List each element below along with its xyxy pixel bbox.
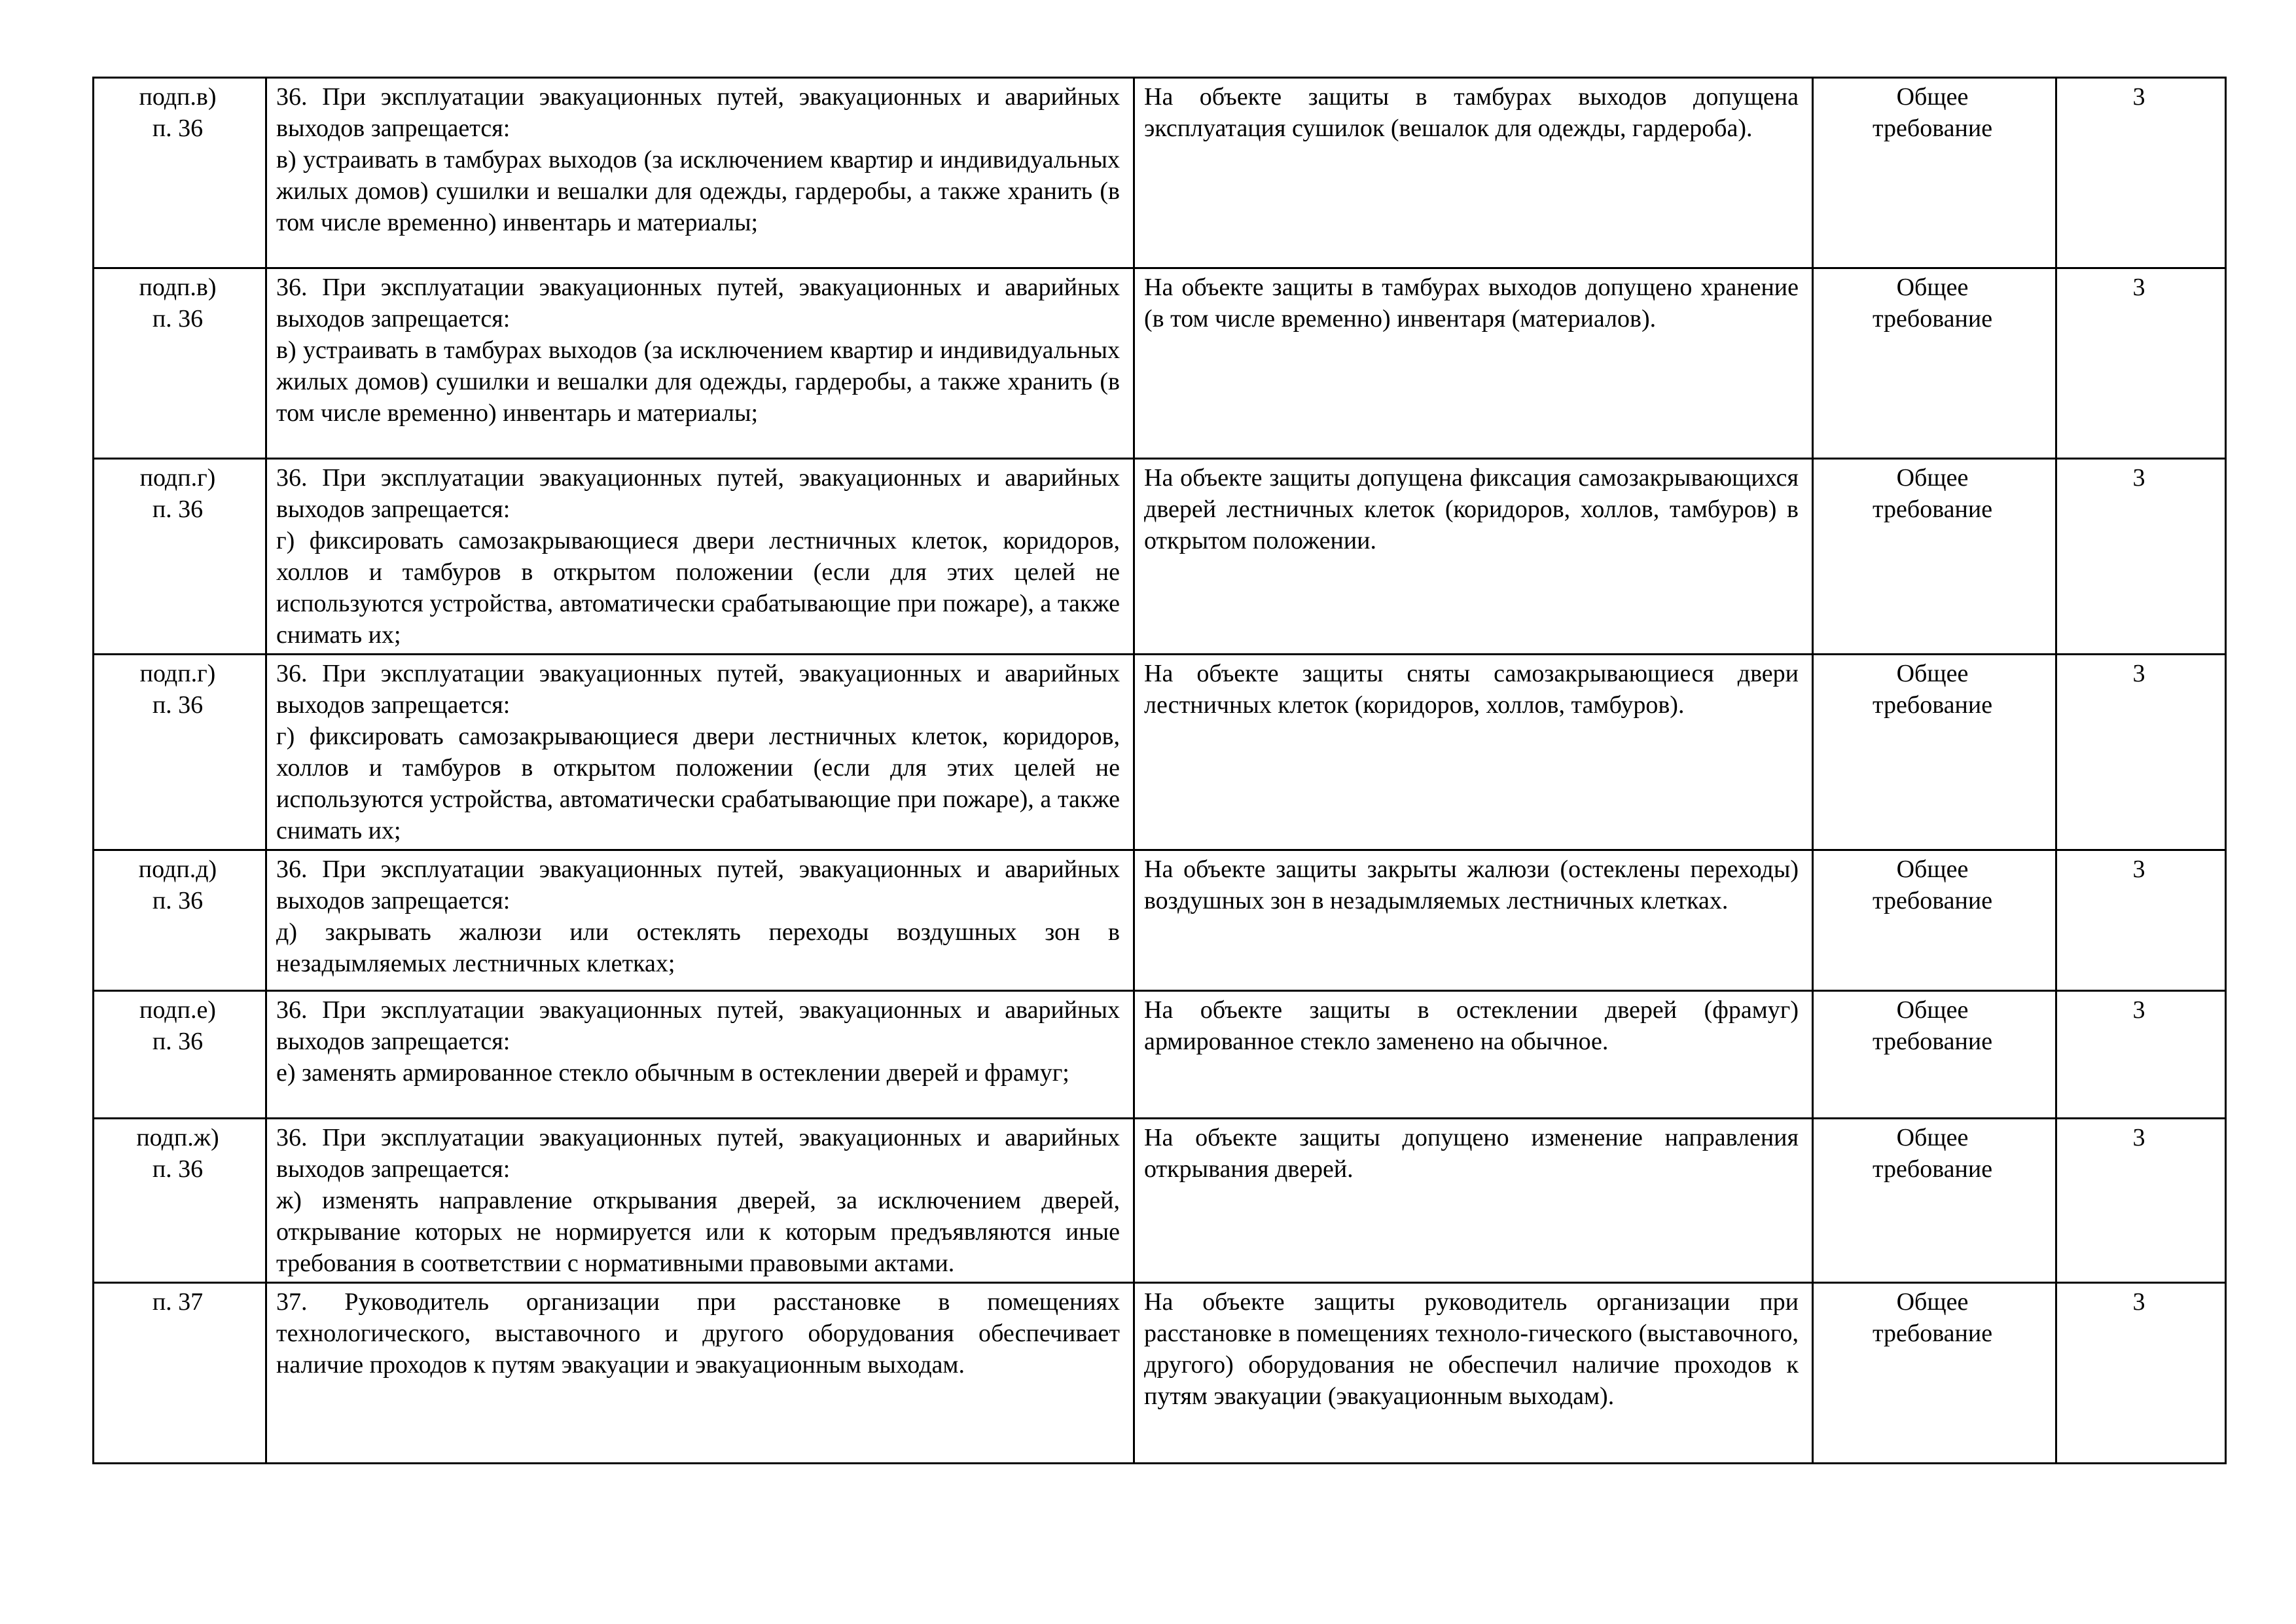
requirement-type: Общее требование [1813,268,2056,459]
requirement-text: 36. При эксплуатации эвакуационных путей, эвакуационных и аварийных выходов запрещается: г) фиксировать самозакрывающиеся двери лестничных клеток, коридоров, холлов и тамбуров в открытом положении (если для этих целей не используются устройства, автоматически срабатывающие при пожаре), а также снимать их; [266,655,1134,850]
requirement-text: 36. При эксплуатации эвакуационных путей, эвакуационных и аварийных выходов запрещается: в) устраивать в тамбурах выходов (за исключением квартир и индивидуальных жилых домов) сушилки и вешалки для одежды, гардеробы, а также хранить (в том числе временно) инвентарь и материалы; [266,78,1134,268]
regulation-reference: подп.в) п. 36 [94,78,266,268]
violation-text: На объекте защиты допущено изменение направления открывания дверей. [1134,1119,1813,1283]
score-value: 3 [2056,268,2226,459]
requirement-text: 36. При эксплуатации эвакуационных путей, эвакуационных и аварийных выходов запрещается: е) заменять армированное стекло обычным в остеклении дверей и фрамуг; [266,991,1134,1119]
requirement-type: Общее требование [1813,1119,2056,1283]
violation-text: На объекте защиты в тамбурах выходов допущена эксплуатация сушилок (вешалок для одежды, гардероба). [1134,78,1813,268]
requirement-type: Общее требование [1813,1283,2056,1464]
table-row [94,268,2226,459]
regulation-reference: подп.г) п. 36 [94,655,266,850]
violation-text: На объекте защиты сняты самозакрывающиеся двери лестничных клеток (коридоров, холлов, тамбуров). [1134,655,1813,850]
requirements-table [92,77,2227,1464]
requirement-type: Общее требование [1813,78,2056,268]
requirement-text: 37. Руководитель организации при расстановке в помещениях технологического, выставочного и другого оборудования обеспечивает наличие проходов к путям эвакуации и эвакуационным выходам. [266,1283,1134,1464]
violation-text: На объекте защиты закрыты жалюзи (остеклены переходы) воздушных зон в незадымляемых лестничных клетках. [1134,850,1813,991]
score-value: 3 [2056,1119,2226,1283]
requirement-type: Общее требование [1813,459,2056,655]
requirement-type: Общее требование [1813,850,2056,991]
regulation-reference: подп.е) п. 36 [94,991,266,1119]
table-row [94,655,2226,850]
score-value: 3 [2056,655,2226,850]
table-row [94,459,2226,655]
requirement-text: 36. При эксплуатации эвакуационных путей, эвакуационных и аварийных выходов запрещается: в) устраивать в тамбурах выходов (за исключением квартир и индивидуальных жилых домов) сушилки и вешалки для одежды, гардеробы, а также хранить (в том числе временно) инвентарь и материалы; [266,268,1134,459]
table-row [94,1119,2226,1283]
score-value: 3 [2056,991,2226,1119]
violation-text: На объекте защиты в остеклении дверей (фрамуг) армированное стекло заменено на обычное. [1134,991,1813,1119]
regulation-reference: п. 37 [94,1283,266,1464]
table-row [94,850,2226,991]
violation-text: На объекте защиты в тамбурах выходов допущено хранение (в том числе временно) инвентаря (материалов). [1134,268,1813,459]
requirement-type: Общее требование [1813,991,2056,1119]
score-value: 3 [2056,1283,2226,1464]
table-row [94,78,2226,268]
regulation-reference: подп.д) п. 36 [94,850,266,991]
document-page [92,77,2225,1464]
table-row [94,991,2226,1119]
regulation-reference: подп.ж) п. 36 [94,1119,266,1283]
violation-text: На объекте защиты руководитель организации при расстановке в помещениях техноло-гического (выставочного, другого) оборудования не обеспечил наличие проходов к путям эвакуации (эвакуационным выходам). [1134,1283,1813,1464]
score-value: 3 [2056,850,2226,991]
requirement-type: Общее требование [1813,655,2056,850]
requirement-text: 36. При эксплуатации эвакуационных путей, эвакуационных и аварийных выходов запрещается: ж) изменять направление открывания дверей, за исключением дверей, открывание которых не нормируется или к которым предъявляются иные требования в соответствии с нормативными правовыми актами. [266,1119,1134,1283]
regulation-reference: подп.г) п. 36 [94,459,266,655]
requirement-text: 36. При эксплуатации эвакуационных путей, эвакуационных и аварийных выходов запрещается: г) фиксировать самозакрывающиеся двери лестничных клеток, коридоров, холлов и тамбуров в открытом положении (если для этих целей не используются устройства, автоматически срабатывающие при пожаре), а также снимать их; [266,459,1134,655]
score-value: 3 [2056,78,2226,268]
table-row [94,1283,2226,1464]
requirement-text: 36. При эксплуатации эвакуационных путей, эвакуационных и аварийных выходов запрещается: д) закрывать жалюзи или остеклять переходы воздушных зон в незадымляемых лестничных клетках; [266,850,1134,991]
score-value: 3 [2056,459,2226,655]
violation-text: На объекте защиты допущена фиксация самозакрывающихся дверей лестничных клеток (коридоров, холлов, тамбуров) в открытом положении. [1134,459,1813,655]
regulation-reference: подп.в) п. 36 [94,268,266,459]
